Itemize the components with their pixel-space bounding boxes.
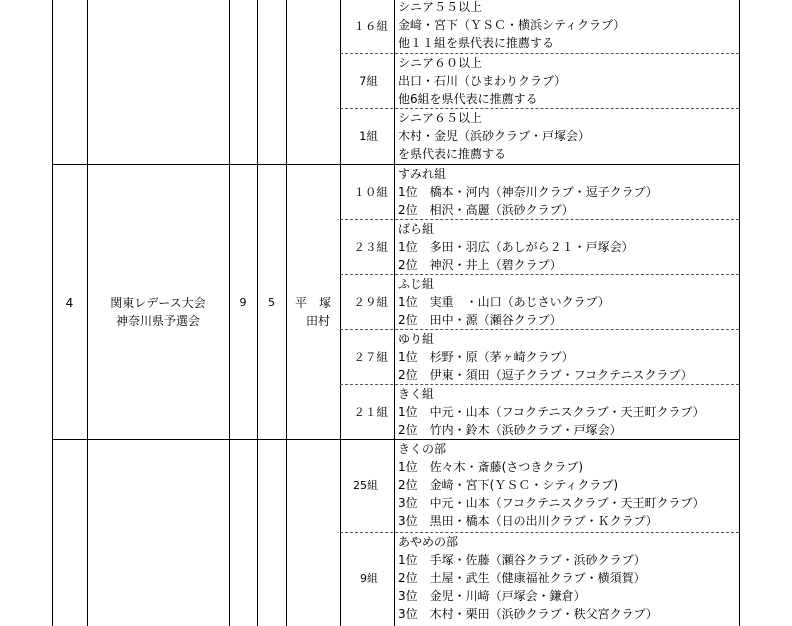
group-line: シニア６５以上 [398,111,483,125]
group-line: 2位 土屋・武生（健康福祉クラブ・横須賀） [398,571,646,585]
group-count: 7組 [359,74,378,88]
group-line: 3位 木村・栗田（浜砂クラブ・秩父宮クラブ） [398,607,658,621]
col-line-right [739,0,740,626]
event-number: 4 [65,296,74,310]
group-line: ゆり組 [398,332,435,346]
group-line: 2位 竹内・鈴木（浜砂クラブ・戸塚会） [398,423,622,437]
group-line: 木村・金児（浜砂クラブ・戸塚会） [398,129,591,143]
group-line: ばら組 [398,222,435,236]
group-line: シニア５５以上 [398,0,483,14]
group-count: 1組 [359,129,378,143]
group-line: 2位 伊東・須田（逗子クラブ・フコクテニスクラブ） [398,368,693,382]
col-line-left [52,0,53,626]
group-count: ２３組 [353,240,388,254]
venue-line1: 平 塚 [294,296,331,310]
group-line: 1位 実重 ・山口（あじさいクラブ） [398,295,610,309]
group-count: ２１組 [353,405,388,419]
group-line: 2位 田中・源（瀬谷クラブ） [398,313,562,327]
group-line: きく組 [398,387,435,401]
group-line: すみれ組 [398,167,447,181]
group-line: 3位 中元・山本（フコクテニスクラブ・天王町クラブ） [398,496,705,510]
group-line: 3位 金児・川﨑（戸塚会・鎌倉） [398,589,586,603]
group-line: を県代表に推薦する [398,147,507,161]
col-line-day [286,0,287,626]
group-line: 他１１組を県代表に推薦する [398,36,555,50]
col-line-month [257,0,258,626]
group-count: ２９組 [353,295,388,309]
group-line: 金﨑・宮下（ＹＳＣ・横浜シティクラブ） [398,18,626,32]
event-day: 5 [268,296,275,309]
group-line: ふじ組 [398,277,435,291]
venue-line2: 田村 [305,314,330,328]
group-line: 2位 神沢・井上（碧クラブ） [398,258,562,272]
event-name-line1: 関東レデース大会 [110,296,206,310]
group-line: 1位 多田・羽広（あしがら２１・戸塚会） [398,240,634,254]
group-count: 9組 [360,572,378,585]
group-count: １０組 [353,185,388,199]
group-count: 25組 [353,479,378,492]
row-separator-2 [52,439,740,440]
group-line: きくの部 [398,442,447,456]
event-month: 9 [239,296,247,309]
col-line-event [229,0,230,626]
group-line: 1位 杉野・原（茅ヶ崎クラブ） [398,350,574,364]
group-line: あやめの部 [398,535,459,549]
group-line: 出口・石川（ひまわりクラブ） [398,74,567,88]
row-separator-1 [52,164,740,165]
group-line: 2位 相沢・高麗（浜砂クラブ） [398,203,574,217]
group-count: １６組 [353,19,388,33]
group-line: 1位 佐々木・斎藤(さつきクラブ) [398,460,583,474]
group-line: 1位 手塚・佐藤（瀬谷クラブ・浜砂クラブ） [398,553,646,567]
group-line: 3位 黒田・橋本（日の出川クラブ・Ｋクラブ） [398,514,658,528]
group-line: シニア６０以上 [398,56,483,70]
group-line: 1位 中元・山本（フコクテニスクラブ・天王町クラブ） [398,405,705,419]
group-line: 2位 金﨑・宮下(ＹＳＣ・シティクラブ) [398,478,619,492]
group-line: 他6組を県代表に推薦する [398,92,538,106]
event-name-line2: 神奈川県予選会 [115,314,200,328]
group-line: 1位 橋本・河内（神奈川クラブ・逗子クラブ） [398,185,658,199]
group-count: ２７組 [353,350,388,364]
